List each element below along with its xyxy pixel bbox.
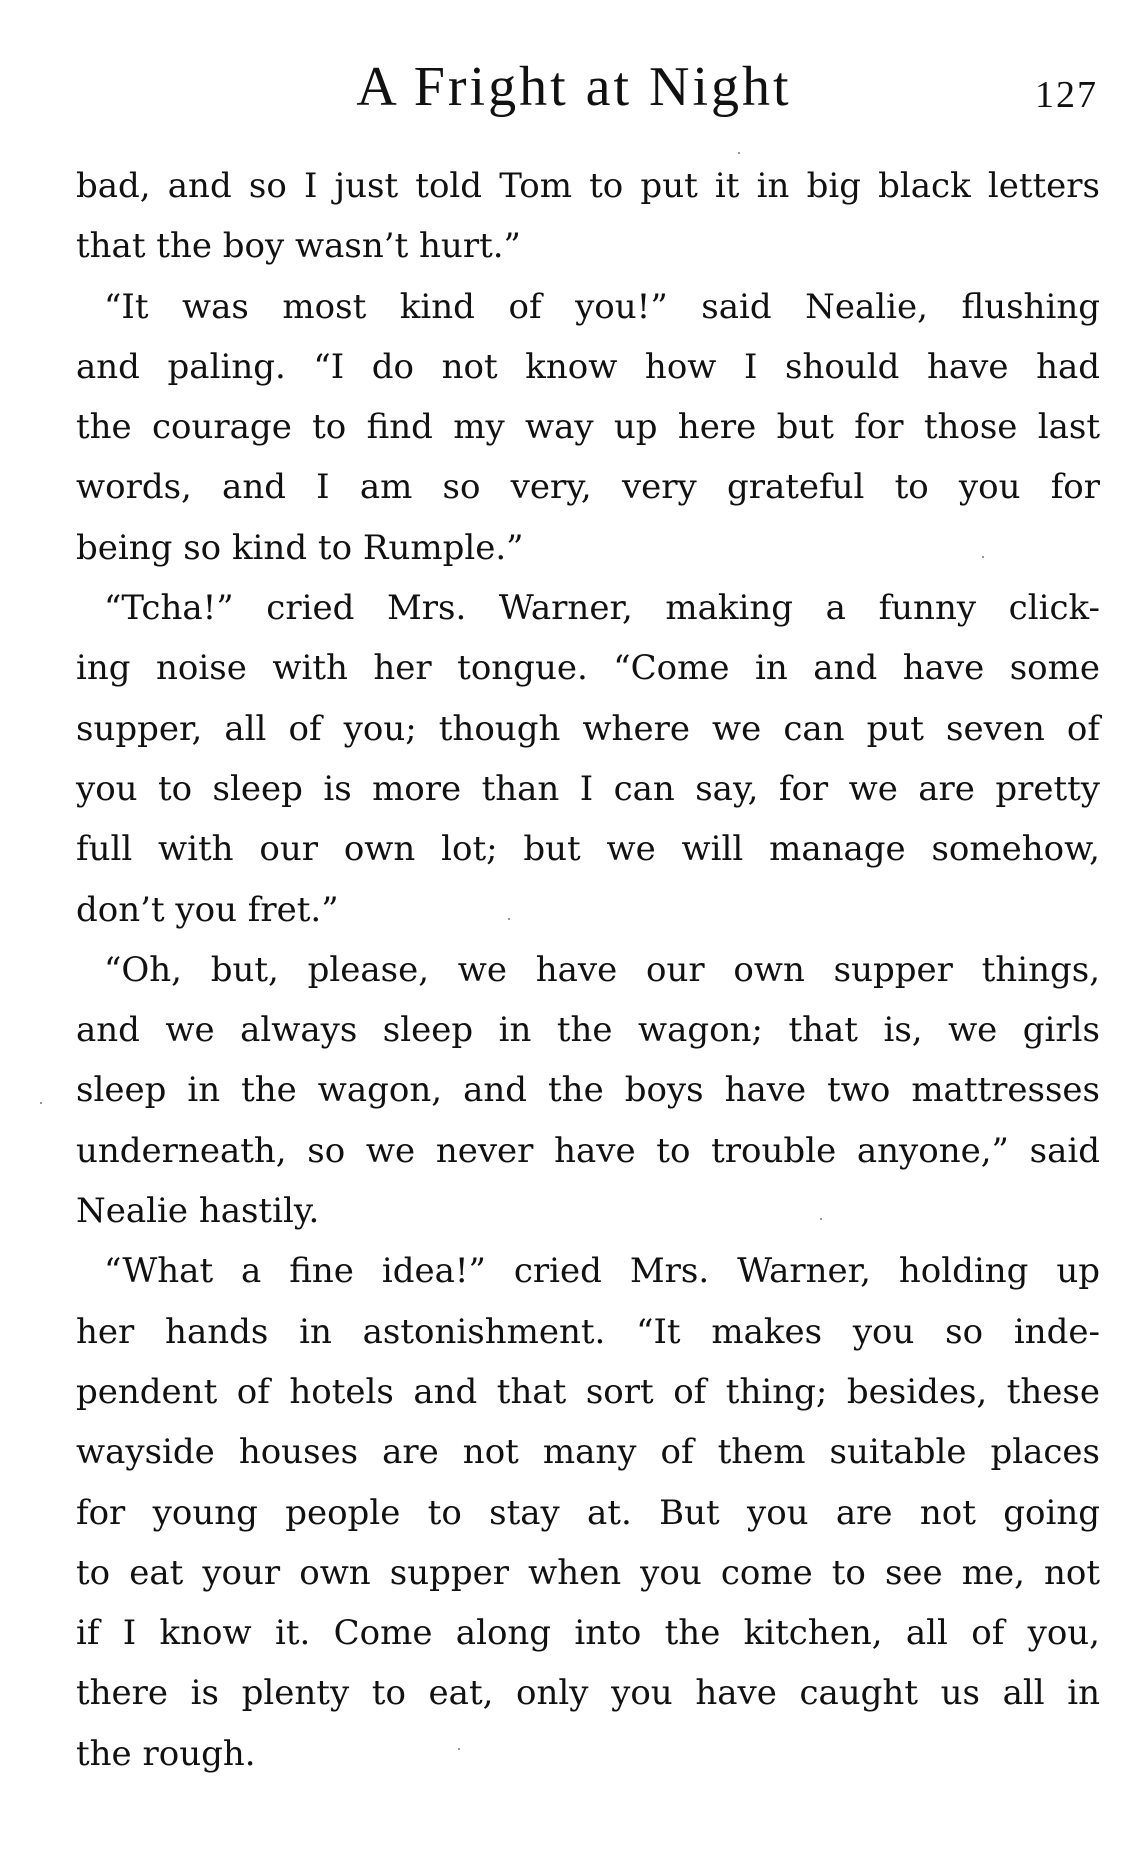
text-line: there is plenty to eat, only you have caught us all in: [76, 1673, 1100, 1714]
text-line: and we always sleep in the wagon; that is, we girls: [76, 1010, 1100, 1051]
scan-speck: [982, 556, 984, 558]
text-line: and paling. “I do not know how I should have had: [76, 346, 1100, 387]
text-line: “Oh, but, please, we have our own supper things,: [104, 949, 1100, 990]
scan-speck: [738, 152, 740, 154]
running-head: [0, 52, 1148, 122]
text-line: sleep in the wagon, and the boys have two mattresses: [76, 1070, 1100, 1111]
page-number: 127: [1035, 74, 1098, 116]
text-line: “It was most kind of you!” said Nealie, flushing: [104, 286, 1100, 327]
text-line: Nealie hastily.: [76, 1191, 320, 1232]
text-line: ing noise with her tongue. “Come in and have some: [76, 648, 1100, 689]
text-line: “Tcha!” cried Mrs. Warner, making a funny click-: [104, 588, 1100, 629]
text-line: words, and I am so very, very grateful to you for: [76, 467, 1100, 508]
text-line: the courage to find my way up here but for those last: [76, 407, 1100, 448]
chapter-title: A Fright at Night: [356, 56, 792, 118]
text-line: supper, all of you; though where we can put seven of: [76, 708, 1100, 749]
text-line: for young people to stay at. But you are not going: [76, 1492, 1100, 1533]
scan-speck: [458, 1748, 460, 1750]
text-line: that the boy wasn’t hurt.”: [76, 226, 521, 267]
text-line: her hands in astonishment. “It makes you so inde-: [76, 1311, 1100, 1352]
text-line: the rough.: [76, 1733, 256, 1774]
text-line: “What a fine idea!” cried Mrs. Warner, holding up: [104, 1251, 1100, 1292]
text-line: wayside houses are not many of them suitable places: [76, 1432, 1100, 1473]
text-line: if I know it. Come along into the kitchen, all of you,: [76, 1613, 1100, 1654]
text-line: being so kind to Rumple.”: [76, 527, 524, 568]
text-line: you to sleep is more than I can say, for we are pretty: [76, 768, 1100, 809]
text-line: pendent of hotels and that sort of thing; besides, these: [76, 1371, 1100, 1412]
scan-speck: [508, 918, 510, 920]
text-line: to eat your own supper when you come to see me, not: [76, 1552, 1100, 1593]
text-line: underneath, so we never have to trouble anyone,” said: [76, 1130, 1100, 1171]
scan-speck: [820, 1218, 822, 1220]
text-line: full with our own lot; but we will manage somehow,: [76, 829, 1100, 870]
body-text: [76, 156, 1100, 1784]
scan-speck: [40, 1102, 42, 1104]
text-line: don’t you fret.”: [76, 889, 339, 930]
text-line: bad, and so I just told Tom to put it in big black letters: [76, 166, 1100, 206]
